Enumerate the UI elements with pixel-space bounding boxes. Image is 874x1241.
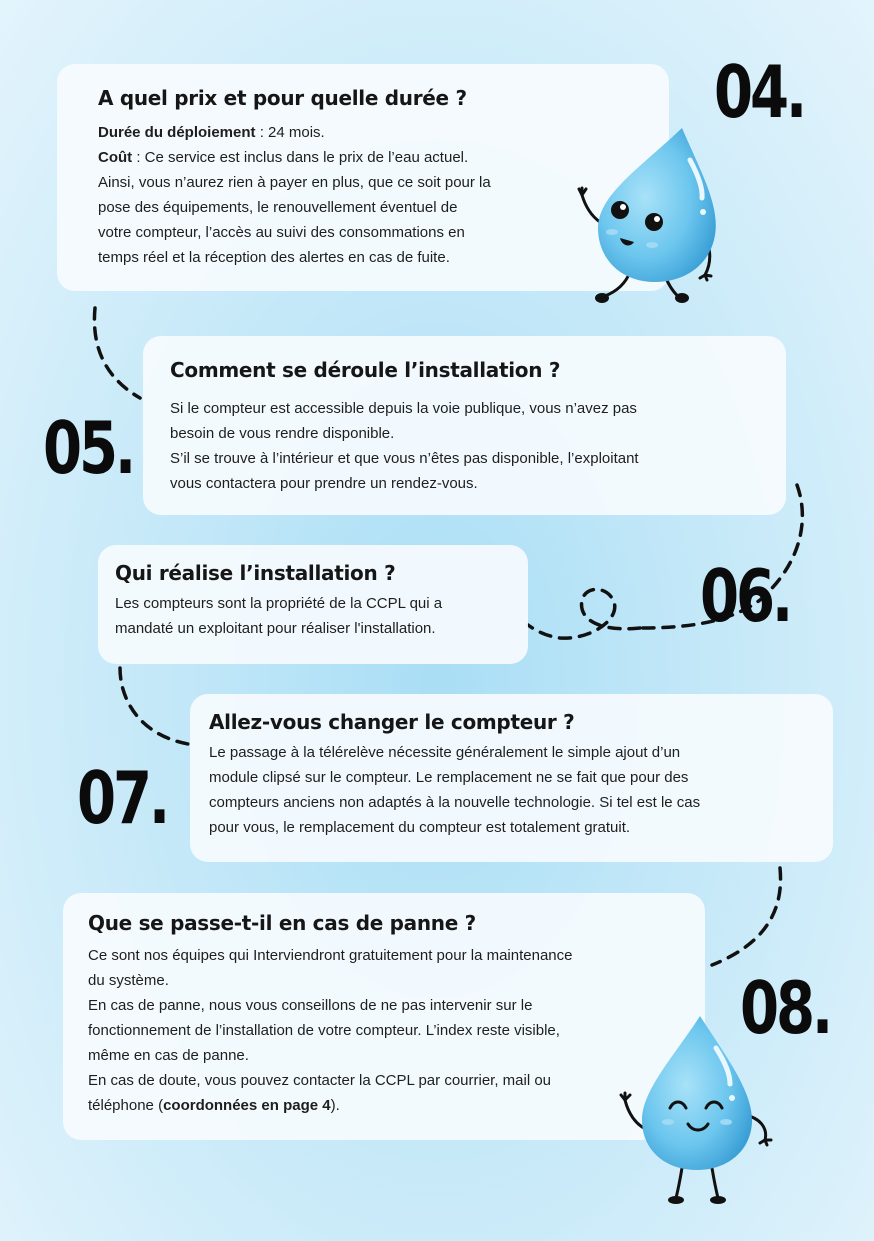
section-body: Les compteurs sont la propriété de la CCPL qui a mandaté un exploitant pour réaliser l'installation. [115, 595, 443, 637]
step-number-08: 08. [740, 966, 831, 1050]
line-4: pose des équipements, le renouvellement éventuel de [98, 199, 458, 216]
section-title: Comment se déroule l’installation ? [170, 358, 561, 382]
line-3: Ainsi, vous n’aurez rien à payer en plus, que ce soit pour la [98, 174, 491, 191]
step-number-05: 05. [43, 406, 134, 490]
section-body: Le passage à la télérelève nécessite généralement le simple ajout d’un module clipsé sur le compteur. Le remplacement ne se fait que pour des compteurs anciens non adaptés à la nouvelle technologie. Si tel est le cas pour vous, le remplacement du compteur est totalement gratuit. [209, 744, 701, 836]
section-title: Qui réalise l’installation ? [115, 561, 396, 585]
step-number-04: 04. [714, 50, 805, 134]
line-2: Coût : Ce service est inclus dans le prix de l’eau actuel. [98, 149, 469, 166]
section-title: Allez-vous changer le compteur ? [209, 710, 575, 734]
section-body: Si le compteur est accessible depuis la voie publique, vous n’avez pas besoin de vous rendre disponible. S’il se trouve à l’intérieur et que vous n’êtes pas disponible, l’exploitant vous contactera pour prendre un rendez-vous. [170, 400, 639, 492]
section-title: A quel prix et pour quelle durée ? [98, 86, 467, 110]
line-1: Durée du déploiement : 24 mois. [98, 124, 325, 141]
section-body: Ce sont nos équipes qui Interviendront gratuitement pour la maintenance du système. En cas de panne, nous vous conseillons de ne pas intervenir sur le fonctionnement de l’installation de votre compteur. L’index reste visible, même en cas de panne. En cas de doute, vous pouvez contacter la CCPL par courrier, mail ou téléphone (coordonnées en page 4). [88, 947, 573, 1114]
line-6: temps réel et la réception des alertes en cas de fuite. [98, 249, 450, 266]
section-title: Que se passe-t-il en cas de panne ? [88, 911, 476, 935]
step-number-07: 07. [77, 756, 168, 840]
line-5: votre compteur, l’accès au suivi des consommations en [98, 224, 465, 241]
step-number-06: 06. [700, 554, 791, 638]
